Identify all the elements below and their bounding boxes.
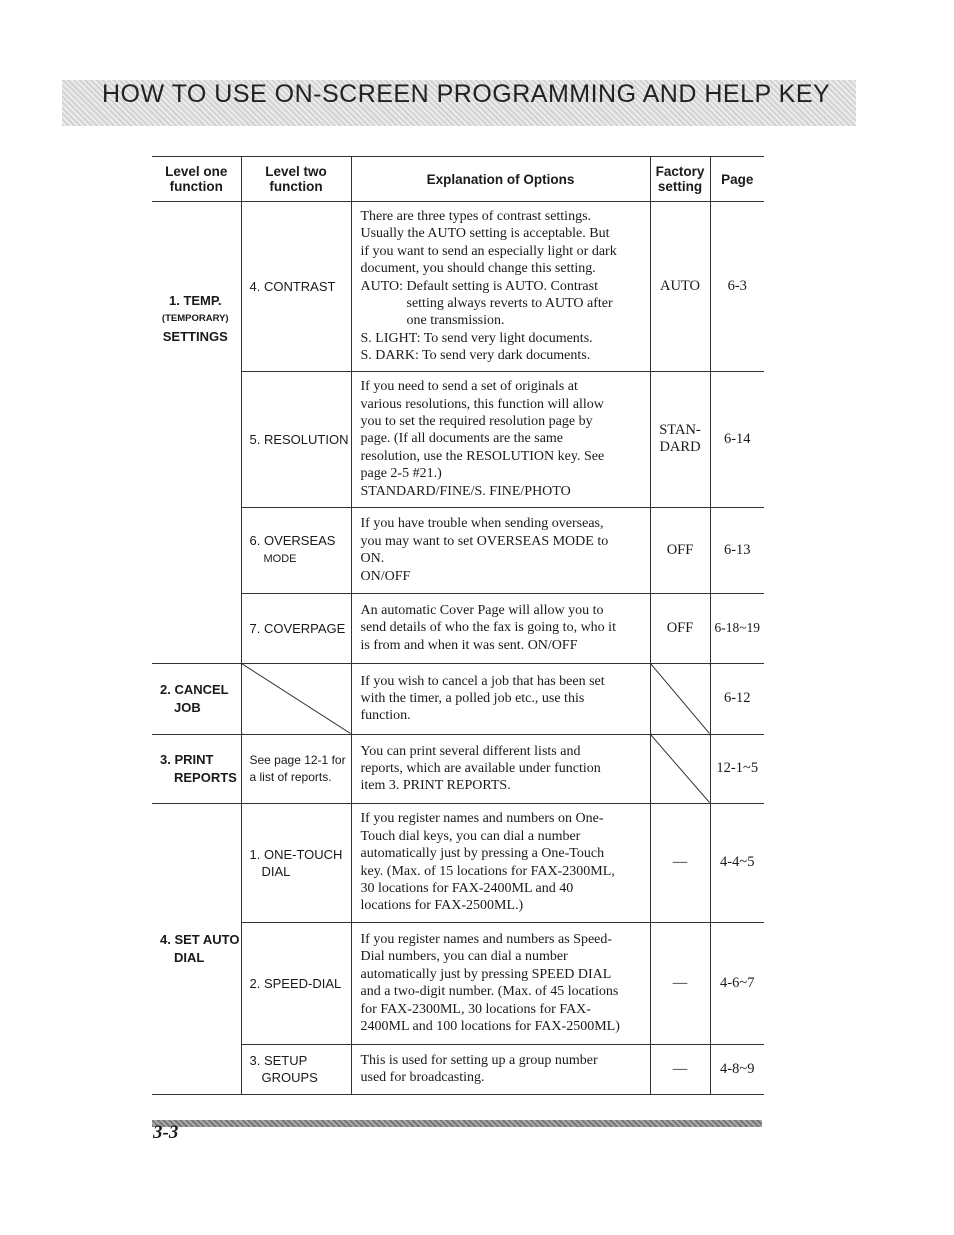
factory-contrast: AUTO [650,202,710,372]
level-one-temp-settings: 1. TEMP. (TEMPORARY) SETTINGS [152,202,241,664]
explanation-contrast: There are three types of contrast settings. Usually the AUTO setting is acceptable. But if you want to send an especially light or dark document, you should change this setting. AUTO: Default setting is AUTO. Contrast setting always reverts to AUTO after one transmission. S. LIGHT: To send very light documents. S. DARK: To send very dark documents. [351,202,650,372]
explanation-coverpage: An automatic Cover Page will allow you to send details of who the fax is going to, who it is from and when it was sent. ON/OFF [351,593,650,663]
page-overseas-mode: 6-13 [710,507,764,593]
page-setup-groups: 4-8~9 [710,1044,764,1094]
level-two-coverpage: 7. COVERPAGE [241,593,351,663]
factory-coverpage: OFF [650,593,710,663]
explanation-print-reports: You can print several different lists and reports, which are available under function item 3. PRINT REPORTS. [351,734,650,803]
page-number: 3-3 [153,1122,179,1143]
level-two-see-page: See page 12-1 for a list of reports. [241,734,351,803]
header-level-two: Level two function [241,157,351,202]
explanation-overseas-mode: If you have trouble when sending overseas, you may want to set OVERSEAS MODE to ON. ON/OFF [351,507,650,593]
header-page: Page [710,157,764,202]
page-print-reports: 12-1~5 [710,734,764,803]
page-cancel-job: 6-12 [710,663,764,734]
explanation-resolution: If you need to send a set of originals at various resolutions, this function will allow you to set the required resolution page by page. (If all documents are the same resolution, use the RESOLUTION key. See page 2-5 #21.) STANDARD/FINE/S. FINE/PHOTO [351,371,650,507]
factory-not-applicable [650,663,710,734]
table-row [152,734,764,803]
header-factory-setting: Factory setting [650,157,710,202]
level-two-one-touch-dial: 1. ONE-TOUCH DIAL [241,803,351,922]
factory-one-touch-dial: — [650,803,710,922]
page-coverpage: 6-18~19 [710,593,764,663]
table-header-row [152,157,764,202]
page-resolution: 6-14 [710,371,764,507]
page-one-touch-dial: 4-4~5 [710,803,764,922]
explanation-cancel-job: If you wish to cancel a job that has been set with the timer, a polled job etc., use this function. [351,663,650,734]
table-row [152,663,764,734]
page-speed-dial: 4-6~7 [710,922,764,1044]
explanation-speed-dial: If you register names and numbers as Speed- Dial numbers, you can dial a number automatically just by pressing SPEED DIAL and a two-digit number. (Max. of 45 locations for FAX-2300ML, 30 locations for FAX- 2400ML and 100 locations for FAX-2500ML) [351,922,650,1044]
table-row [152,803,764,922]
level-one-print-reports: 3. PRINT REPORTS [152,734,241,803]
explanation-setup-groups: This is used for setting up a group number used for broadcasting. [351,1044,650,1094]
table-row [152,371,764,507]
table-row [152,202,764,372]
options-table [152,156,764,1095]
level-two-setup-groups: 3. SETUP GROUPS [241,1044,351,1094]
table-row [152,593,764,663]
header-explanation: Explanation of Options [351,157,650,202]
footer-bar [152,1120,762,1127]
header-level-one: Level one function [152,157,241,202]
level-two-overseas-mode: 6. OVERSEAS MODE [241,507,351,593]
factory-not-applicable [650,734,710,803]
explanation-one-touch-dial: If you register names and numbers on One- Touch dial keys, you can dial a number automatically just by pressing a One-Touch key. (Max. of 15 locations for FAX-2300ML, 30 locations for FAX-2400ML and 40 locations for FAX-2500ML.) [351,803,650,922]
factory-speed-dial: — [650,922,710,1044]
table-row [152,1044,764,1094]
table-row [152,922,764,1044]
level-one-set-auto-dial: 4. SET AUTO DIAL [152,803,241,1094]
page-title: HOW TO USE ON-SCREEN PROGRAMMING AND HELP KEY [102,80,831,108]
level-two-speed-dial: 2. SPEED-DIAL [241,922,351,1044]
factory-overseas-mode: OFF [650,507,710,593]
level-two-resolution: 5. RESOLUTION [241,371,351,507]
factory-setup-groups: — [650,1044,710,1094]
table-row [152,507,764,593]
factory-resolution: STAN- DARD [650,371,710,507]
level-two-not-applicable [241,663,351,734]
level-two-contrast: 4. CONTRAST [241,202,351,372]
page-contrast: 6-3 [710,202,764,372]
level-one-cancel-job: 2. CANCEL JOB [152,663,241,734]
